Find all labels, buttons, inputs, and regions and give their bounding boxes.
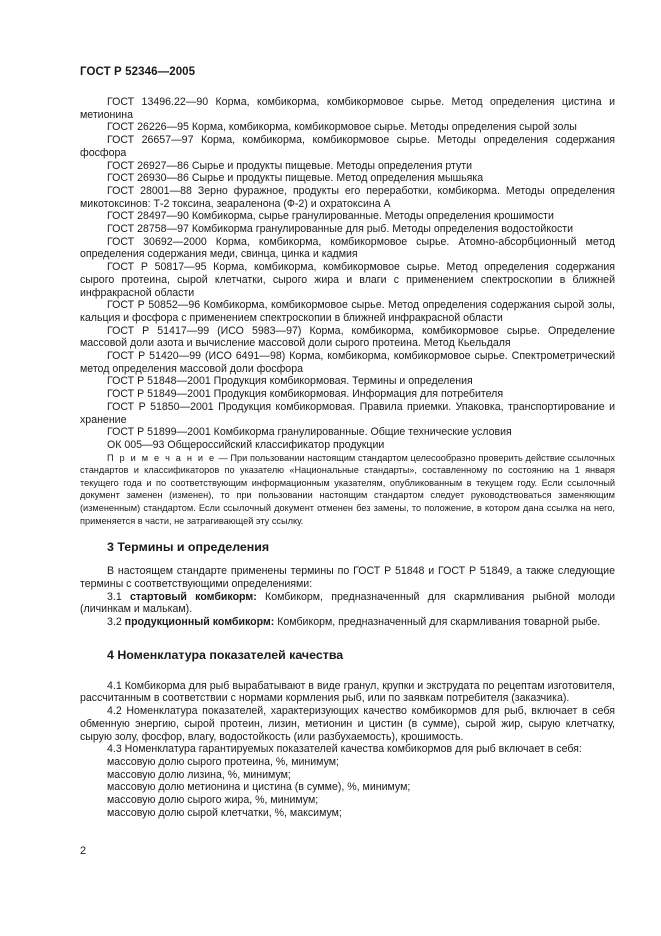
term-3-2 — [80, 616, 615, 629]
note-label: П р и м е ч а н и е — [107, 452, 216, 463]
list-item: массовую долю лизина, %, минимум; — [107, 768, 291, 781]
reference-item: ГОСТ 28001—88 Зерно фуражное, продукты его переработки, комбикорма. Методы определения микотоксинов: Т-2 токсина, зеараленона (Ф-2) и охратоксина А — [80, 184, 615, 210]
term-definition: Комбикорм, предназначенный для скармливания рыбной молоди (личинкам и малькам). — [80, 590, 616, 616]
reference-item: ГОСТ Р 51417—99 (ИСО 5983—97) Корма, комбикорма, комбикормовое сырье. Определение массовой доли азота и вычисление массовой доли сырого протеина. Метод Кьельдаля — [80, 324, 615, 350]
clause-4-1: 4.1 Комбикорма для рыб вырабатывают в виде гранул, крупки и экструдата по рецептам изготовителя, рассчитанным в соответствии с нормами кормления рыб, или по заявкам потребителя (заказчика). — [80, 679, 615, 705]
term-number: 3.1 — [107, 590, 130, 603]
list-item: массовую долю сырого протеина, %, минимум; — [107, 755, 339, 768]
reference-item: ГОСТ Р 51850—2001 Продукция комбикормовая. Правила приемки. Упаковка, транспортирование и хранение — [80, 400, 615, 426]
reference-item: ГОСТ 13496.22—90 Корма, комбикорма, комбикормовое сырье. Метод определения цистина и метионина — [80, 96, 615, 121]
reference-item: ГОСТ Р 51899—2001 Комбикорма гранулированные. Общие технические условия — [107, 426, 512, 439]
document-header: ГОСТ Р 52346—2005 — [80, 66, 196, 78]
normative-references-list — [80, 96, 615, 452]
list-item: массовую долю сырого жира, %, минимум; — [107, 794, 319, 807]
list-item: массовую долю сырой клетчатки, %, максимум; — [107, 806, 342, 819]
reference-item: ГОСТ Р 51420—99 (ИСО 6491—98) Корма, комбикорма, комбикормовое сырье. Спектрометрический метод определения массовой доли фосфора — [80, 350, 615, 375]
clause-4-2: 4.2 Номенклатура показателей, характеризующих качество комбикормов для рыб, включает в себя обменную энергию, сырой протеин, лизин, метионин и цистин (в сумме), сырой жир, сырую клетчатку, сырую золу, фосфор, влагу, водостойкость (или разбухаемость), крошимость. — [80, 705, 615, 743]
reference-item: ГОСТ 28758—97 Комбикорма гранулированные для рыб. Методы определения водостойкости — [107, 223, 574, 236]
reference-item: ГОСТ Р 51849—2001 Продукция комбикормовая. Информация для потребителя — [107, 388, 504, 401]
reference-item: ГОСТ Р 50817—95 Корма, комбикорма, комбикормовое сырье. Метод определения содержания сырого протеина, сырой клетчатки, сырого жира и влаги с применением спектроскопии в ближней инфракрасной области — [80, 261, 615, 299]
term-name: продукционный комбикорм: — [124, 616, 275, 629]
document-body — [80, 96, 615, 820]
reference-item: ОК 005—93 Общероссийский классификатор продукции — [107, 438, 385, 451]
note-text: — При пользовании настоящим стандартом целесообразно проверить действие ссылочных стандартов и классификаторов по указателю «Национальные стандарты», составленному по состоянию на 1 января текущего года и по соответствующим информационным указателям, опубликованным в текущем году. Если ссылочный документ заменен (изменен), то при пользовании настоящим стандартом следует руководствоваться заменяющим (измененным) стандартом. Если ссылочный документ отменен без замены, то положение, в котором дана ссылка на него, применяется в части, не затрагивающей эту ссылку. — [80, 452, 616, 526]
term-3-1 — [80, 591, 615, 616]
list-item: массовую долю метионина и цистина (в сумме), %, минимум; — [107, 781, 411, 794]
reference-item: ГОСТ Р 51848—2001 Продукция комбикормовая. Термины и определения — [107, 375, 473, 388]
reference-item: ГОСТ 30692—2000 Корма, комбикорма, комбикормовое сырье. Атомно-абсорбционный метод определения содержания меди, свинца, цинка и кадмия — [80, 235, 615, 261]
term-name: стартовый комбикорм: — [130, 590, 257, 603]
reference-item: ГОСТ 26930—86 Сырье и продукты пищевые. Метод определения мышьяка — [107, 172, 484, 185]
note-paragraph — [80, 452, 615, 528]
page-number: 2 — [80, 845, 87, 857]
clause-4-3: 4.3 Номенклатура гарантируемых показателей качества комбикормов для рыб включает в себя: — [107, 743, 582, 756]
reference-item: ГОСТ 26226—95 Корма, комбикорма, комбикормовое сырье. Методы определения сырой золы — [107, 121, 577, 134]
term-definition: Комбикорм, предназначенный для скармливания товарной рыбе. — [274, 616, 601, 629]
reference-item: ГОСТ Р 50852—96 Комбикорма, комбикормовое сырье. Метод определения содержания сырой золы, кальция и фосфора с применением спектроскопии в ближней инфракрасной области — [80, 299, 615, 324]
reference-item: ГОСТ 28497—90 Комбикорма, сырье гранулированные. Методы определения крошимости — [107, 210, 554, 223]
section-4-heading: 4 Номенклатура показателей качества — [107, 647, 344, 662]
reference-item: ГОСТ 26657—97 Корма, комбикорма, комбикормовое сырье. Методы определения содержания фосфора — [80, 134, 615, 159]
term-number: 3.2 — [107, 616, 125, 629]
section-3-intro: В настоящем стандарте применены термины по ГОСТ Р 51848 и ГОСТ Р 51849, а также следующие термины с соответствующими определениями: — [80, 565, 615, 590]
reference-item: ГОСТ 26927—86 Сырье и продукты пищевые. Методы определения ртути — [107, 159, 473, 172]
section-3-heading: 3 Термины и определения — [107, 540, 270, 555]
